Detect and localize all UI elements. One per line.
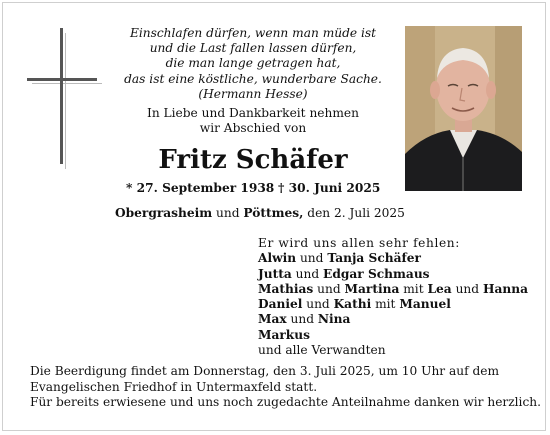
thanks-line: Für bereits erwiesene und uns noch zugedachte Anteilnahme danken wir herzlich. (30, 395, 542, 410)
family-lead: Er wird uns allen sehr fehlen: (258, 236, 460, 250)
family-member-line (258, 328, 528, 343)
family-member-name: Martina (344, 281, 400, 296)
family-member-name: Hanna (482, 281, 528, 296)
poem-quote (118, 26, 388, 102)
intro-line: wir Abschied von (199, 121, 307, 136)
place-date-text: den 2. Juli 2025 (303, 206, 405, 220)
family-member-line (258, 251, 528, 266)
family-member-name: Alwin (258, 251, 297, 266)
family-member-line (258, 343, 528, 358)
portrait-photo (405, 26, 522, 191)
family-member-name: Manuel (399, 297, 451, 312)
deceased-name: Fritz Schäfer (158, 145, 348, 175)
family-member-name: Kathi (333, 297, 372, 312)
family-member-line (258, 297, 528, 312)
intro-text (118, 106, 388, 136)
poem-line: das ist eine köstliche, wunderbare Sache. (124, 71, 382, 86)
family-member-line (258, 267, 528, 282)
funeral-line: Evangelischen Friedhof in Untermaxfeld statt. (30, 379, 318, 394)
family-member-name: Lea (427, 281, 452, 296)
family-member-name: Max (258, 312, 287, 327)
intro-line: In Liebe und Dankbarkeit nehmen (147, 106, 359, 120)
family-member-name: Tanja Schäfer (327, 251, 421, 266)
place-and: und (212, 206, 244, 220)
family-connector: und (313, 281, 345, 296)
poem-line: die man lange getragen hat, (165, 56, 341, 71)
family-member-line (258, 312, 528, 327)
family-member-line (258, 282, 528, 297)
funeral-line: Die Beerdigung findet am Donnerstag, den 3. Juli 2025, um 10 Uhr auf dem (30, 364, 500, 378)
family-member-name: Edgar Schmaus (323, 266, 430, 281)
poem-author: (Hermann Hesse) (198, 86, 308, 101)
family-member-name: Mathias (258, 281, 314, 296)
family-member-name: Daniel (258, 297, 303, 312)
life-dates (126, 181, 396, 195)
poem-line: und die Last fallen lassen dürfen, (149, 41, 357, 56)
birth-date: * 27. September 1938 (126, 181, 275, 195)
family-list (258, 236, 528, 358)
family-member-name: Markus (258, 327, 310, 342)
place-town2: Pöttmes, (243, 206, 304, 220)
family-connector: mit (399, 281, 428, 296)
family-connector: und (286, 312, 318, 327)
poem-line: Einschlafen dürfen, wenn man müde ist (129, 26, 377, 40)
portrait-illustration (405, 26, 522, 191)
family-member-name: Jutta (258, 266, 292, 281)
family-connector: und alle Verwandten (258, 343, 386, 358)
place-town1: Obergrasheim (115, 206, 213, 220)
family-connector: und (451, 281, 483, 296)
family-member-name: Nina (317, 312, 351, 327)
family-connector: und (302, 297, 334, 312)
family-rows (258, 251, 528, 358)
death-date: † 30. Juni 2025 (278, 181, 381, 195)
funeral-notice (30, 364, 541, 411)
family-connector: mit (371, 297, 400, 312)
place-date (115, 206, 405, 220)
family-connector: und (291, 266, 324, 281)
family-connector: und (296, 251, 328, 266)
